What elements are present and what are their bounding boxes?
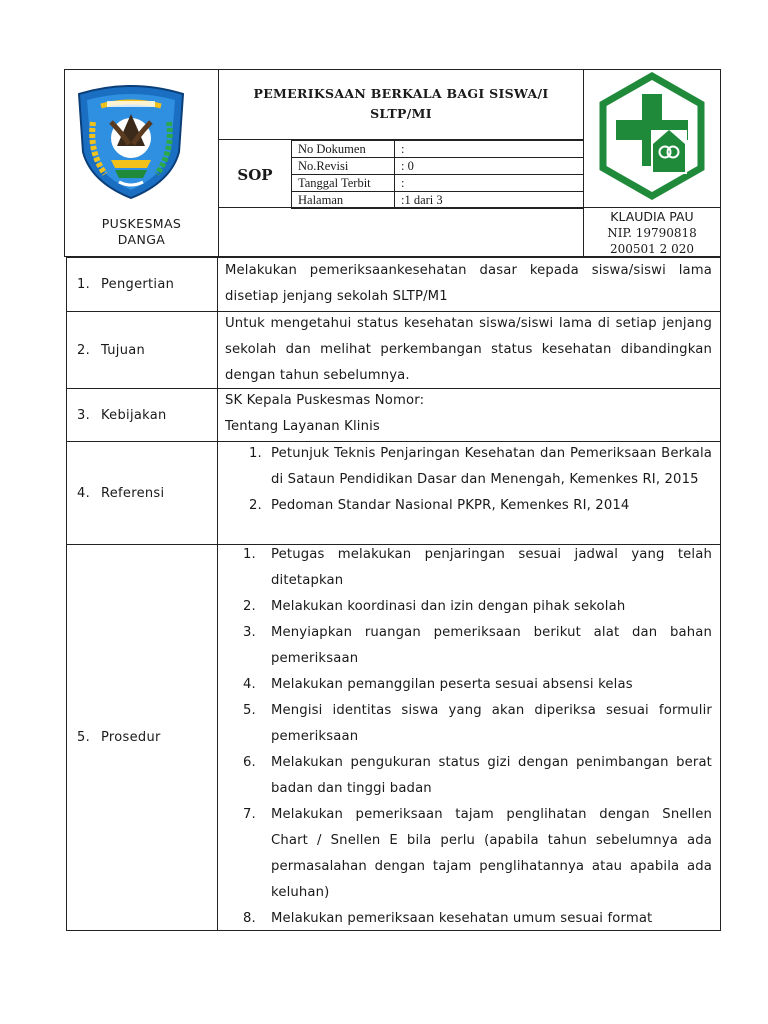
list-item: 5. Mengisi identitas siswa yang akan diperiksa sesuai formulir pemeriksaan: [243, 703, 712, 744]
section-tujuan: [66, 311, 721, 389]
section-prosedur: [66, 544, 721, 931]
section-kebijakan: [66, 388, 721, 442]
procedure-list: [225, 542, 712, 932]
section-content: Untuk mengetahui status kesehatan siswa/siswi lama di setiap jenjang sekolah dan melihat perkembangan status kesehatan dibandingkan dengan tahun sebelumnya.: [225, 316, 712, 383]
list-item: 1. Petunjuk Teknis Penjaringan Kesehatan dan Pemeriksaan Berkala di Sataun Pendidikan Dasar dan Menengah, Kemenkes RI, 2015: [249, 446, 712, 487]
meta-row: Tanggal Terbit :: [292, 175, 584, 192]
logo-cell: [64, 69, 219, 257]
section-label: 3. Kebijakan: [67, 389, 218, 441]
list-item: 2. Melakukan koordinasi dan izin dengan pihak sekolah: [243, 599, 626, 614]
document-header: [64, 69, 721, 257]
meta-row: Halaman :1 dari 3: [292, 192, 584, 209]
list-item: 2. Pedoman Standar Nasional PKPR, Kemenkes RI, 2014: [249, 498, 630, 513]
klinik-logo-cell: [583, 69, 721, 208]
section-label: 2. Tujuan: [67, 312, 218, 388]
section-label: 1. Pengertian: [67, 258, 218, 311]
signer-nip-line2: 200501 2 020: [610, 242, 694, 256]
blank-cell: [218, 207, 584, 257]
signer-block: [584, 208, 720, 257]
meta-row: No.Revisi : 0: [292, 158, 584, 175]
list-item: 8. Melakukan pemeriksaan kesehatan umum sesuai format: [243, 911, 653, 926]
list-item: 6. Melakukan pengukuran status gizi dengan penimbangan berat badan dan tinggi badan: [243, 755, 712, 796]
document-meta-table: [291, 140, 584, 209]
section-label: 5. Prosedur: [67, 545, 218, 930]
signer-nip-line1: NIP. 19790818: [607, 226, 697, 240]
meta-row: No Dokumen :: [292, 141, 584, 158]
list-item: 7. Melakukan pemeriksaan tajam penglihatan dengan Snellen Chart / Snellen E bila perlu (apabila tahun sebelumnya ada permasalahan dengan tajam penglihatannya atau apabila ada keluhan): [243, 807, 712, 900]
section-content: Melakukan pemeriksaankesehatan dasar kepada siswa/siswi lama disetiap jenjang sekolah SLTP/M1: [225, 263, 712, 304]
list-item: 1. Petugas melakukan penjaringan sesuai jadwal yang telah ditetapkan: [243, 547, 712, 588]
sop-cell: [218, 139, 584, 208]
title-cell: [218, 69, 584, 140]
sop-label: SOP: [237, 165, 273, 184]
section-referensi: [66, 441, 721, 545]
list-item: 4. Melakukan pemanggilan peserta sesuai absensi kelas: [243, 677, 633, 692]
section-content: [225, 542, 712, 932]
section-content: [225, 441, 712, 519]
puskesmas-cross-logo-icon: [597, 72, 707, 202]
document-title: PEMERIKSAAN BERKALA BAGI SISWA/I SLTP/MI: [253, 86, 549, 121]
district-emblem-icon: [71, 82, 191, 202]
section-content: SK Kepala Puskesmas Nomor: Tentang Layanan Klinis: [225, 393, 425, 434]
section-pengertian: [66, 257, 721, 312]
reference-list: [225, 441, 712, 519]
signer-name: KLAUDIA PAU: [610, 209, 694, 224]
signer-cell: [583, 207, 721, 257]
section-label: 4. Referensi: [67, 442, 218, 544]
list-item: 3. Menyiapkan ruangan pemeriksaan berikut alat dan bahan pemeriksaan: [243, 625, 712, 666]
puskesmas-name: PUSKESMAS DANGA: [101, 216, 182, 247]
